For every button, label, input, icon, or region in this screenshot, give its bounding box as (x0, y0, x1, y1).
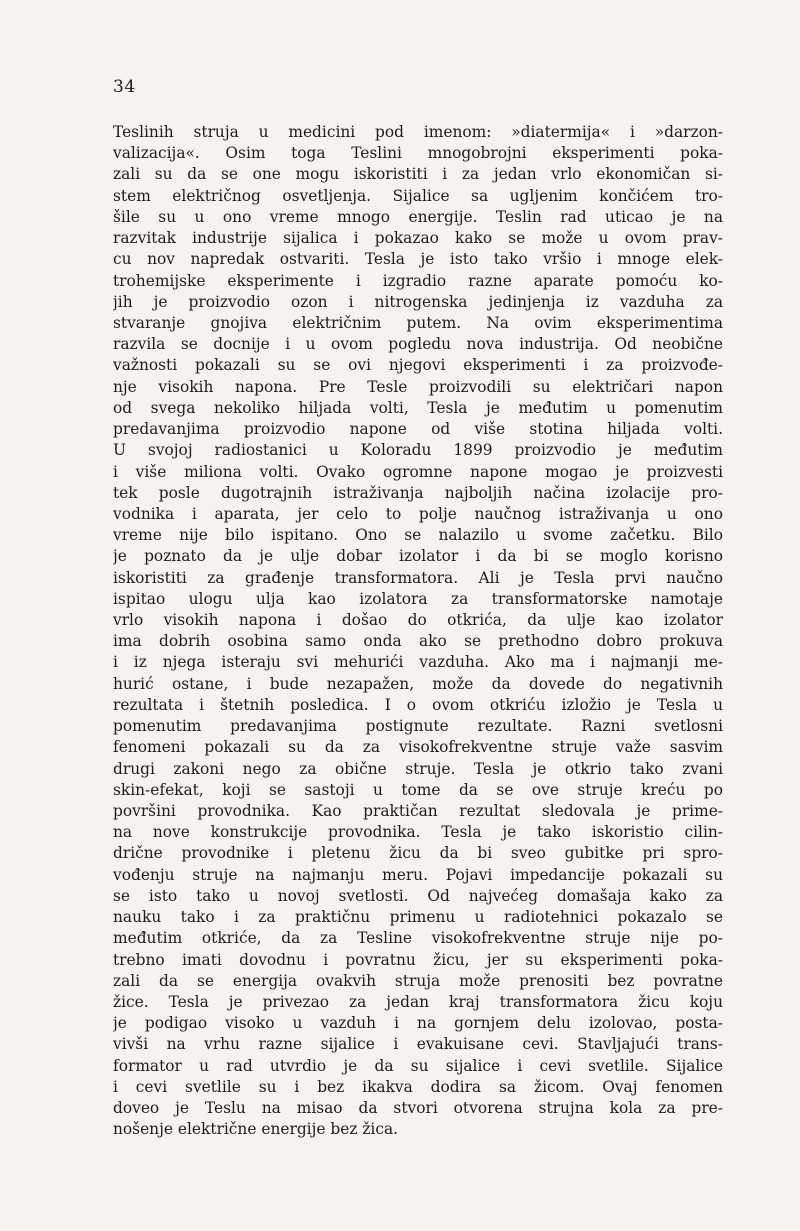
text-line: trohemijske eksperimente i izgradio razne aparate pomoću ko- (113, 271, 723, 290)
text-line: tek posle dugotrajnih istraživanja najboljih načina izolacije pro- (113, 483, 723, 502)
text-line: je podigao visoko u vazduh i na gornjem delu izolovao, posta- (113, 1014, 723, 1033)
text-line: šile su u ono vreme mnogo energije. Teslin rad uticao je na (113, 207, 723, 226)
text-line: nošenje električne energije bez žica. (113, 1120, 399, 1139)
text-line: drugi zakoni nego za obične struje. Tesla je otkrio tako zvani (113, 759, 723, 778)
text-line: U svojoj radiostanici u Koloradu 1899 proizvodio je međutim (113, 441, 723, 460)
text-line: vodnika i aparata, jer celo to polje naučnog istraživanja u ono (113, 504, 723, 523)
text-line: vivši na vrhu razne sijalice i evakuisane cevi. Stavljajući trans- (113, 1035, 723, 1054)
text-line: i iz njega isteraju svi mehurići vazduha. Ako ma i najmanji me- (113, 653, 723, 672)
text-line: žice. Tesla je privezao za jedan kraj transformatora žicu koju (113, 992, 723, 1011)
text-line: valizacija«. Osim toga Teslini mnogobrojni eksperimenti poka- (113, 144, 723, 163)
text-line: od svega nekoliko hiljada volti, Tesla je međutim u pomenutim (113, 398, 723, 417)
text-line: ispitao ulogu ulja kao izolatora za transformatorske namotaje (113, 589, 723, 608)
text-line: razvila se docnije i u ovom pogledu nova industrija. Od neobične (113, 335, 723, 354)
text-line: jih je proizvodio ozon i nitrogenska jedinjenja iz vazduha za (113, 292, 723, 311)
text-line: cu nov napredak ostvariti. Tesla je isto tako vršio i mnoge elek- (113, 250, 723, 269)
text-line: fenomeni pokazali su da za visokofrekventne struje važe sasvim (113, 738, 723, 757)
text-line: Teslinih struja u medicini pod imenom: »diatermija« i »darzon- (113, 123, 723, 141)
text-line: vrlo visokih napona i došao do otkrića, da ulje kao izolator (113, 611, 723, 630)
text-line: vreme nije bilo ispitano. Ono se nalazilo u svome začetku. Bilo (113, 526, 723, 545)
text-line: drične provodnike i pletenu žicu da bi sveo gubitke pri spro- (113, 844, 723, 863)
text-line: i cevi svetlile su i bez ikakva dodira sa žicom. Ovaj fenomen (113, 1077, 723, 1096)
text-line: skin-efekat, koji se sastoji u tome da se ove struje kreću po (113, 780, 723, 799)
text-line: zali da se energija ovakvih struja može prenositi bez povratne (113, 971, 723, 990)
text-line: stem električnog osvetljenja. Sijalice sa ugljenim končićem tro- (113, 186, 723, 205)
text-line: stvaranje gnojiva električnim putem. Na ovim eksperimentima (113, 313, 723, 332)
text-line: vođenju struje na najmanju meru. Pojavi impedancije pokazali su (113, 865, 723, 884)
page-number: 34 (113, 77, 136, 97)
text-line: važnosti pokazali su se ovi njegovi eksperimenti i za proizvođe- (113, 356, 723, 375)
body-text (113, 122, 723, 1141)
text-line: razvitak industrije sijalica i pokazao kako se može u ovom prav- (113, 229, 723, 248)
text-line: površini provodnika. Kao praktičan rezultat sledovala je prime- (113, 802, 723, 820)
text-line: formator u rad utvrdio je da su sijalice i cevi svetlile. Sijalice (113, 1056, 723, 1075)
text-line: je poznato da je ulje dobar izolator i da bi se moglo korisno (113, 547, 723, 566)
text-line: nauku tako i za praktičnu primenu u radiotehnici pokazalo se (113, 908, 723, 927)
text-line: se isto tako u novoj svetlosti. Od najvećeg domašaja kako za (113, 886, 723, 905)
text-line: nje visokih napona. Pre Tesle proizvodili su električari napon (113, 377, 723, 396)
text-line: trebno imati dovodnu i povratnu žicu, jer su eksperimenti poka- (113, 950, 723, 969)
text-line: i više miliona volti. Ovako ogromne napone mogao je proizvesti (113, 462, 723, 481)
text-line: zali su da se one mogu iskoristiti i za jedan vrlo ekonomičan si- (113, 165, 723, 184)
text-line: pomenutim predavanjima postignute rezultate. Razni svetlosni (113, 717, 723, 736)
text-line: hurić ostane, i bude nezapažen, može da dovede do negativnih (113, 674, 723, 693)
text-line: ima dobrih osobina samo onda ako se prethodno dobro prokuva (113, 632, 723, 651)
text-line: međutim otkriće, da za Tesline visokofrekventne struje nije po- (113, 929, 723, 948)
text-line: iskoristiti za građenje transformatora. Ali je Tesla prvi naučno (113, 568, 723, 587)
text-line: predavanjima proizvodio napone od više stotina hiljada volti. (113, 420, 723, 439)
text-line: na nove konstrukcije provodnika. Tesla je tako iskoristio cilin- (113, 823, 723, 842)
text-line: doveo je Teslu na misao da stvori otvorena strujna kola za pre- (113, 1099, 723, 1118)
text-line: rezultata i štetnih posledica. I o ovom otkriću izložio je Tesla u (113, 695, 723, 714)
